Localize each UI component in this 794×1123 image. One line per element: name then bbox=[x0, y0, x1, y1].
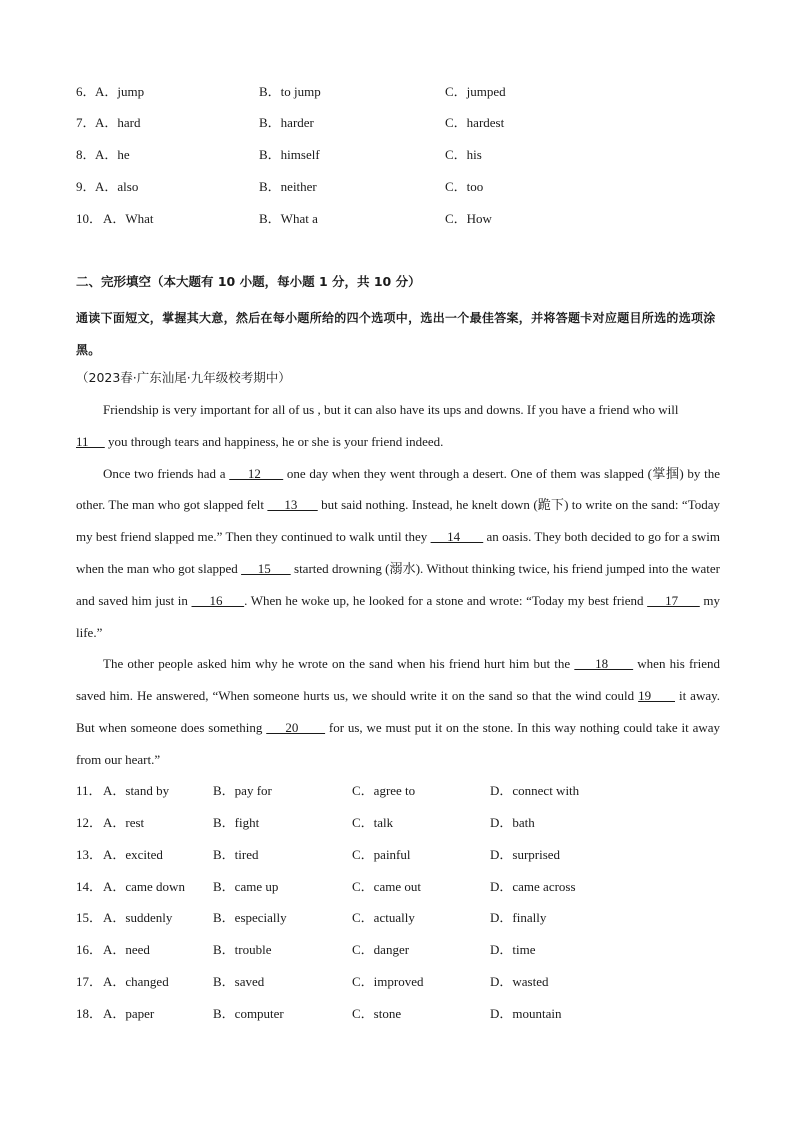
option-c: C．too bbox=[445, 179, 484, 194]
question-row-9 bbox=[76, 177, 716, 197]
option-a: A．paper bbox=[103, 1006, 155, 1021]
option-b: B．harder bbox=[259, 115, 314, 130]
question-source: （2023春·广东汕尾·九年级校考期中） bbox=[76, 370, 291, 385]
question-number: 9． bbox=[76, 179, 96, 194]
option-b: B．fight bbox=[213, 815, 260, 830]
question-number: 7． bbox=[76, 115, 96, 130]
question-row-12 bbox=[76, 813, 716, 833]
option-a: A．stand by bbox=[103, 783, 170, 798]
question-row-17 bbox=[76, 972, 716, 992]
blank-13: 13 bbox=[267, 497, 318, 513]
option-c: C．jumped bbox=[445, 84, 506, 99]
option-c: C．danger bbox=[352, 942, 410, 957]
passage-paragraph-3: The other people asked him why he wrote on the sand when his friend hurt him but the 18 when his friend saved him. He answered, “When someone hurts us, we should write it on the sand so that the wind could 19 it away. But when someone does something 20 for us, we must put it on the stone. In this way nothing could take it away from our heart.” bbox=[76, 656, 721, 767]
option-d: D．time bbox=[490, 942, 536, 957]
question-row-14 bbox=[76, 877, 716, 897]
question-row-10 bbox=[76, 209, 716, 229]
question-number: 8． bbox=[76, 147, 96, 162]
option-d: D．mountain bbox=[490, 1006, 562, 1021]
question-number: 11． bbox=[76, 783, 102, 798]
blank-20: 20 bbox=[266, 719, 326, 735]
option-d: D．connect with bbox=[490, 783, 580, 798]
option-b: B．especially bbox=[213, 910, 287, 925]
option-b: B．to jump bbox=[259, 84, 321, 99]
question-number: 16． bbox=[76, 942, 103, 957]
option-b: B．What a bbox=[259, 211, 318, 226]
section-title: 二、完形填空（本大题有 10 小题，每小题 1 分，共 10 分） bbox=[76, 274, 421, 289]
question-row-8 bbox=[76, 145, 716, 165]
option-b: B．tired bbox=[213, 847, 259, 862]
blank-19: 19 bbox=[638, 688, 675, 704]
option-a: A．suddenly bbox=[103, 910, 173, 925]
option-c: C．agree to bbox=[352, 783, 416, 798]
blank-18: 18 bbox=[574, 656, 634, 672]
option-d: D．finally bbox=[490, 910, 547, 925]
option-a: A．hard bbox=[95, 115, 141, 130]
question-row-13 bbox=[76, 845, 716, 865]
option-c: C．his bbox=[445, 147, 482, 162]
passage-paragraph-2: Once two friends had a 12 one day when they went through a desert. One of them was slapped (掌掴) by the other. The man who got slapped felt 13 but said nothing. Instead, he knelt down (跪下) to write on the sand: “Today my best friend slapped me.” Then they continued to walk until they 14 an oasis. They both decided to go for a swim when the man who got slapped 15 started drowning (溺水). Without thinking twice, his friend jumped into the water and saved him just in 16 . When he woke up, he looked for a stone and wrote: “Today my best friend 17 my life.” bbox=[76, 465, 721, 640]
blank-12: 12 bbox=[229, 465, 284, 481]
option-a: A．rest bbox=[103, 815, 145, 830]
option-a: A．What bbox=[103, 211, 154, 226]
option-a: A．also bbox=[95, 179, 139, 194]
question-number: 18． bbox=[76, 1006, 103, 1021]
blank-14: 14 bbox=[430, 529, 484, 545]
option-a: A．changed bbox=[103, 974, 169, 989]
option-c: C．stone bbox=[352, 1006, 402, 1021]
question-number: 12． bbox=[76, 815, 103, 830]
blank-16: 16 bbox=[191, 592, 245, 608]
option-c: C．How bbox=[445, 211, 492, 226]
option-a: A．need bbox=[103, 942, 150, 957]
question-row-11 bbox=[76, 781, 716, 801]
question-number: 13． bbox=[76, 847, 103, 862]
option-d: D．wasted bbox=[490, 974, 549, 989]
blank-17: 17 bbox=[647, 592, 700, 608]
option-b: B．pay for bbox=[213, 783, 272, 798]
option-b: B．saved bbox=[213, 974, 265, 989]
question-row-7 bbox=[76, 113, 716, 133]
question-number: 6． bbox=[76, 84, 96, 99]
question-number: 15． bbox=[76, 910, 103, 925]
option-c: C．painful bbox=[352, 847, 411, 862]
blank-11: 11 bbox=[76, 433, 105, 449]
option-d: D．came across bbox=[490, 879, 576, 894]
section-instructions: 通读下面短文，掌握其大意，然后在每小题所给的四个选项中，选出一个最佳答案，并将答题卡对应题目所选的选项涂黑。 bbox=[76, 311, 716, 357]
option-b: B．trouble bbox=[213, 942, 272, 957]
option-b: B．neither bbox=[259, 179, 317, 194]
question-row-18 bbox=[76, 1004, 716, 1024]
option-d: D．surprised bbox=[490, 847, 561, 862]
option-a: A．came down bbox=[103, 879, 185, 894]
question-row-16 bbox=[76, 940, 716, 960]
question-number: 17． bbox=[76, 974, 103, 989]
option-a: A．excited bbox=[103, 847, 163, 862]
option-a: A．jump bbox=[95, 84, 145, 99]
question-row-6 bbox=[76, 82, 716, 102]
option-c: C．talk bbox=[352, 815, 394, 830]
option-b: B．computer bbox=[213, 1006, 284, 1021]
option-d: D．bath bbox=[490, 815, 535, 830]
option-b: B．came up bbox=[213, 879, 279, 894]
question-number: 10． bbox=[76, 211, 103, 226]
option-b: B．himself bbox=[259, 147, 320, 162]
question-number: 14． bbox=[76, 879, 103, 894]
blank-15: 15 bbox=[241, 560, 291, 576]
passage-paragraph-1: Friendship is very important for all of us , but it can also have its ups and downs. If you have a friend who will 11 you through tears and happiness, he or she is your friend indeed. bbox=[76, 402, 679, 449]
option-c: C．improved bbox=[352, 974, 424, 989]
option-a: A．he bbox=[95, 147, 130, 162]
option-c: C．came out bbox=[352, 879, 421, 894]
option-c: C．actually bbox=[352, 910, 415, 925]
question-row-15 bbox=[76, 908, 716, 928]
cloze-passage bbox=[76, 394, 720, 776]
option-c: C．hardest bbox=[445, 115, 505, 130]
